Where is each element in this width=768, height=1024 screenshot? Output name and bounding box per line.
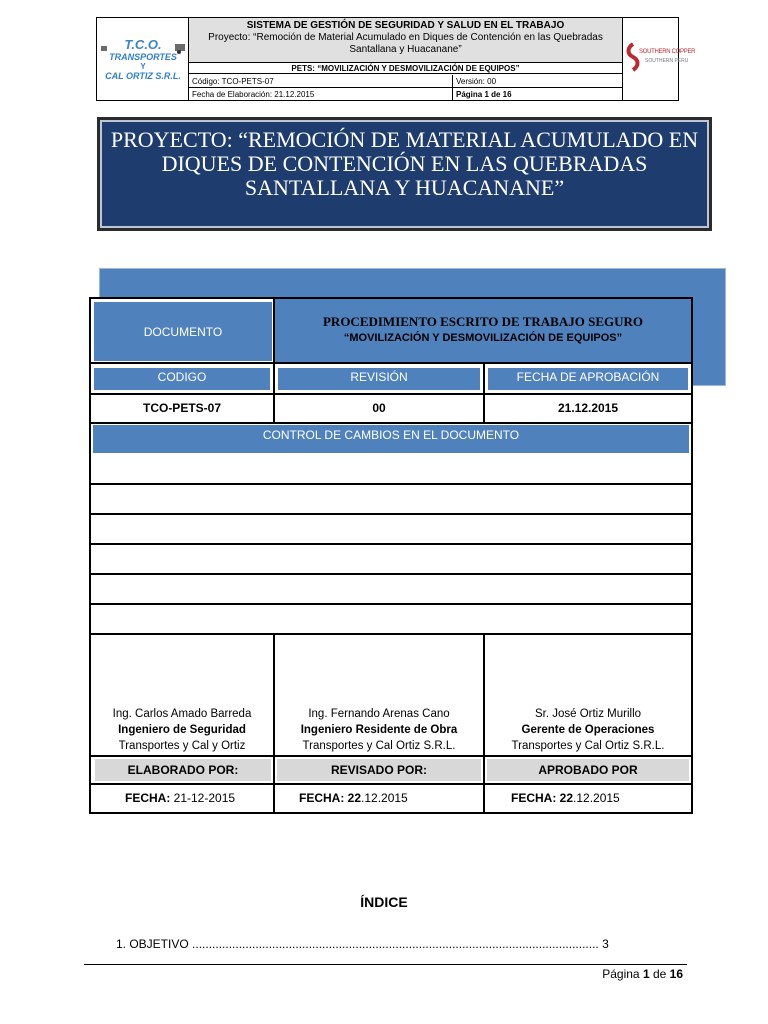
logo-line-4: CAL ORTIZ S.R.L. [105, 71, 181, 81]
project-title: PROYECTO: “REMOCIÓN DE MATERIAL ACUMULADO EN DIQUES DE CONTENCIÓN EN LAS QUEBRADAS SANTALLANA Y HUACANANE” [110, 127, 699, 200]
signatory-company: Transportes y Cal Ortiz S.R.L. [302, 740, 456, 752]
signatory-company: Transportes y Cal Ortiz S.R.L. [511, 740, 665, 752]
header-row-codigo [189, 75, 622, 88]
indice-title: ÍNDICE [360, 894, 408, 910]
value-codigo: TCO-PETS-07 [142, 401, 221, 415]
header-fecha-aprobacion: FECHA DE APROBACIÓN [487, 367, 689, 391]
footer-rule [84, 964, 687, 965]
logo-line-2: TRANSPORTES [109, 52, 177, 62]
change-row-divider [91, 483, 691, 485]
procedure-title-cell [273, 299, 691, 362]
fecha-elaborado: FECHA: 21-12-2015 [125, 791, 236, 805]
southern-copper-logo [623, 18, 696, 100]
signatory-role: Gerente de Operaciones [521, 724, 655, 736]
truck-icon [101, 37, 185, 54]
header-codigo: CODIGO [93, 367, 271, 391]
control-cambios-title: CONTROL DE CAMBIOS EN EL DOCUMENTO [93, 425, 689, 453]
tco-logo [97, 18, 189, 100]
documento-label: DOCUMENTO [93, 301, 273, 362]
change-row-divider [91, 603, 691, 605]
signatory-name: Ing. Carlos Amado Barreda [112, 708, 252, 720]
table-values-row [91, 393, 691, 422]
southern-copper-emblem-icon [625, 42, 641, 72]
signatory-name: Sr. José Ortiz Murillo [534, 708, 642, 720]
project-banner [97, 117, 712, 231]
logo-line-3: Y [140, 62, 146, 71]
revisado-por-label: REVISADO POR: [277, 759, 481, 781]
signatory-role: Ingeniero de Seguridad [118, 724, 246, 736]
procedure-subtitle: “MOVILIZACIÓN Y DESMOVILIZACIÓN DE EQUIPOS” [343, 332, 623, 344]
signatory-aprobado [485, 706, 691, 754]
change-row-divider [91, 573, 691, 575]
aprobado-por-label: APROBADO POR [487, 759, 689, 781]
signatory-elaborado [91, 706, 273, 754]
header-revision: REVISIÓN [277, 367, 481, 391]
codigo-cell: Código: TCO-PETS-07 [189, 75, 453, 88]
version-cell: Versión: 00 [456, 77, 497, 86]
document-header [96, 17, 696, 101]
toc-item-objetivo[interactable]: 1. OBJETIVO .......................................................................................................................... 3 [116, 937, 609, 951]
value-revision: 00 [372, 401, 386, 415]
fecha-revisado: FECHA: 22.12.2015 [299, 791, 408, 805]
pagina-cell: Página 1 de 16 [456, 90, 512, 99]
signatory-revisado [275, 706, 483, 754]
change-row-divider [91, 633, 691, 635]
header-center [189, 18, 623, 100]
change-row-divider [91, 513, 691, 515]
page-footer: Página 1 de 16 [602, 967, 683, 981]
signatory-company: Transportes y Cal y Ortiz [118, 740, 246, 752]
southern-copper-text: SOUTHERN COPPER [639, 49, 696, 55]
system-title: SISTEMA DE GESTIÓN DE SEGURIDAD Y SALUD EN EL TRABAJO [246, 20, 565, 31]
project-line: Proyecto: “Remoción de Material Acumulado en Diques de Contención en las Quebradas Santallana y Huacanane” [208, 32, 603, 55]
table-header-row [91, 362, 691, 391]
logo-line-1: T.C.O. [124, 37, 162, 52]
signatory-role: Ingeniero Residente de Obra [300, 724, 458, 736]
fecha-elaboracion-cell: Fecha de Elaboración: 21.12.2015 [189, 88, 453, 101]
elaborado-por-label: ELABORADO POR: [95, 759, 271, 781]
fecha-aprobado: FECHA: 22.12.2015 [511, 791, 620, 805]
change-row-divider [91, 543, 691, 545]
row-divider [91, 755, 691, 757]
signatory-name: Ing. Fernando Arenas Cano [308, 708, 450, 720]
pets-line: PETS: “MOVILIZACIÓN Y DESMOVILIZACIÓN DE EQUIPOS” [189, 63, 622, 74]
southern-peru-text: SOUTHERN PERU [645, 58, 689, 64]
value-fecha-aprobacion: 21.12.2015 [557, 401, 619, 415]
procedure-title: PROCEDIMIENTO ESCRITO DE TRABAJO SEGURO [322, 314, 643, 329]
header-row-fecha [189, 88, 622, 101]
header-title-box [189, 18, 622, 63]
document-control-table [89, 297, 693, 814]
